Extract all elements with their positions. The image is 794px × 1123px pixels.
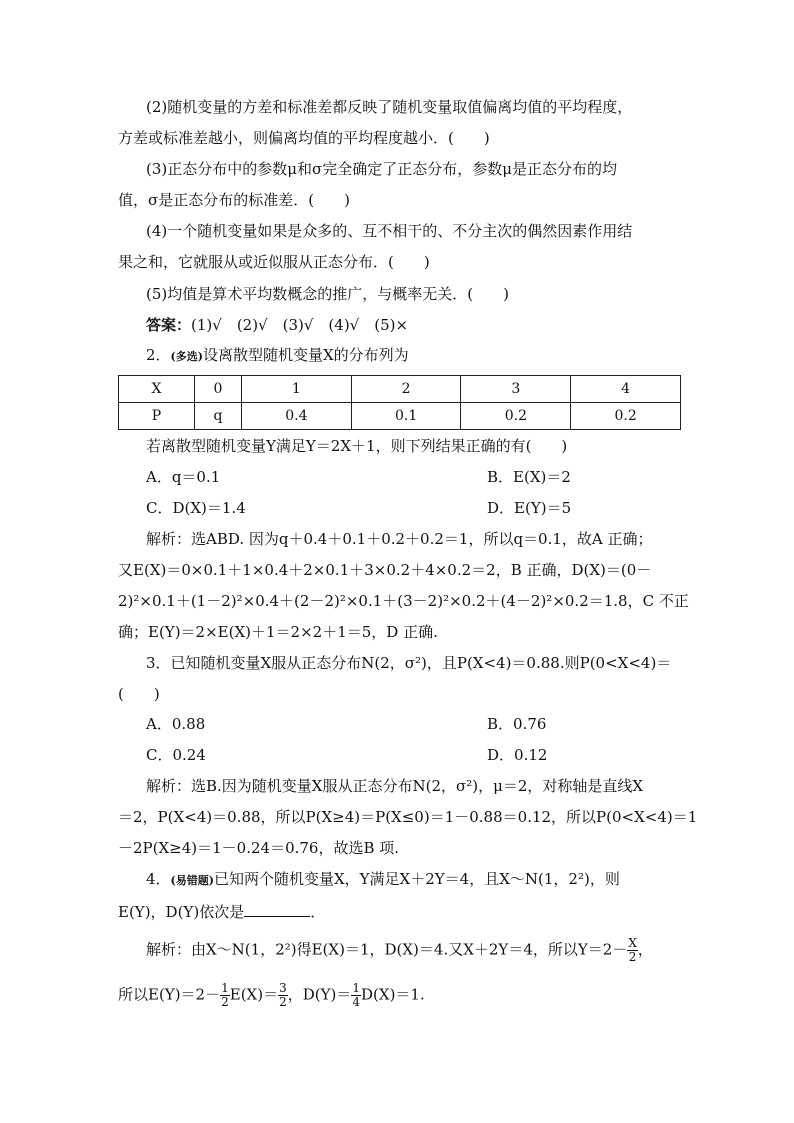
q4-stem-text: 已知两个随机变量X，Y满足X＋2Y＝4，且X～N(1，2²)，则 bbox=[213, 870, 620, 888]
q2-solution-1: 解析：选ABD. 因为q＋0.4＋0.1＋0.2＋0.2＝1，所以q＝0.1，故A 正确； bbox=[146, 530, 653, 548]
q4-solution-2-c: ，D(Y)＝ bbox=[287, 985, 352, 1004]
q3-option-c: C．0.24 bbox=[146, 746, 206, 764]
q3-stem-1: 3．已知随机变量X服从正态分布N(2，σ²)，且P(X<4)＝0.88.则P(0<X<4)＝ bbox=[146, 654, 672, 672]
fraction-x-over-2 bbox=[627, 937, 638, 964]
q3-solution-2: ＝2，P(X<4)＝0.88，所以P(X≥4)＝P(X≤0)＝1－0.88＝0.12，所以P(0<X<4)＝1 bbox=[118, 808, 698, 826]
table-row bbox=[119, 403, 681, 430]
q1-line-4-b: 果之和，它就服从或近似服从正态分布．( ) bbox=[118, 253, 430, 271]
q2-solution-4: 确；E(Y)＝2×E(X)＋1＝2×2＋1＝5，D 正确. bbox=[118, 623, 438, 641]
table-cell: 2 bbox=[351, 376, 461, 403]
fraction-numerator: X bbox=[628, 936, 637, 950]
q3-solution-3: －2P(X≥4)＝1－0.24＝0.76，故选B 项. bbox=[118, 839, 400, 857]
q2-stem bbox=[146, 345, 409, 367]
answer-label: 答案： bbox=[146, 316, 192, 334]
q1-line-2-b: 方差或标准差越小，则偏离均值的平均程度越小．( ) bbox=[118, 129, 490, 147]
q4-tag: (易错题) bbox=[170, 874, 214, 887]
q1-line-2-a: (2)随机变量的方差和标准差都反映了随机变量取值偏离均值的平均程度， bbox=[146, 98, 633, 116]
q4-stem-end: ． bbox=[310, 903, 326, 921]
q4-solution-1-end: ， bbox=[637, 940, 653, 959]
q3-option-d: D．0.12 bbox=[487, 746, 548, 764]
table-cell: 0.4 bbox=[242, 403, 352, 430]
q2-option-a: A．q＝0.1 bbox=[146, 468, 221, 486]
q2-solution-3: 2)²×0.1＋(1－2)²×0.4＋(2－2)²×0.1＋(3－2)²×0.2＋(4－2)²×0.2＝1.8，C 不正 bbox=[118, 592, 689, 610]
fraction-numerator: 1 bbox=[221, 981, 229, 995]
q2-option-b: B．E(X)＝2 bbox=[487, 468, 571, 486]
q2-tag: (多选) bbox=[170, 350, 203, 363]
q1-line-5: (5)均值是算术平均数概念的推广，与概率无关．( ) bbox=[146, 285, 509, 303]
q2-solution-2: 又E(X)＝0×0.1＋1×0.4＋2×0.1＋3×0.2＋4×0.2＝2，B 正确，D(X)＝(0－ bbox=[118, 561, 652, 579]
q1-answer bbox=[146, 315, 408, 335]
q4-solution-2-b: E(X)＝ bbox=[229, 985, 279, 1004]
q3-option-a: A．0.88 bbox=[146, 715, 206, 733]
q2-condition: 若离散型随机变量Y满足Y＝2X＋1，则下列结果正确的有( ) bbox=[146, 437, 568, 455]
fraction-1-over-4 bbox=[351, 982, 361, 1009]
q1-line-3-a: (3)正态分布中的参数μ和σ完全确定了正态分布，参数μ是正态分布的均 bbox=[146, 160, 617, 178]
q4-number: 4． bbox=[146, 870, 171, 888]
table-cell: 3 bbox=[461, 376, 571, 403]
q3-option-b: B．0.76 bbox=[487, 715, 547, 733]
table-cell: 4 bbox=[571, 376, 681, 403]
q4-stem-text-2: E(Y)，D(Y)依次是 bbox=[118, 903, 245, 921]
table-cell: 0.2 bbox=[571, 403, 681, 430]
q3-solution-1: 解析：选B.因为随机变量X服从正态分布N(2，σ²)，μ＝2，对称轴是直线X bbox=[146, 777, 644, 795]
fraction-1-over-2 bbox=[220, 982, 230, 1009]
fraction-denominator: 4 bbox=[352, 995, 361, 1009]
fraction-denominator: 2 bbox=[279, 995, 287, 1009]
table-cell: q bbox=[195, 403, 242, 430]
answer-text: (1)√ (2)√ (3)√ (4)√ (5)× bbox=[191, 316, 409, 334]
table-cell: 1 bbox=[242, 376, 352, 403]
table-cell: X bbox=[119, 376, 195, 403]
fraction-denominator: 2 bbox=[628, 950, 637, 964]
q2-option-d: D．E(Y)＝5 bbox=[487, 499, 572, 517]
fraction-numerator: 1 bbox=[352, 981, 361, 995]
distribution-table bbox=[118, 375, 681, 430]
q1-line-4-a: (4)一个随机变量如果是众多的、互不相干的、不分主次的偶然因素作用结 bbox=[146, 222, 633, 240]
table-cell: 0.2 bbox=[461, 403, 571, 430]
q4-stem-1 bbox=[146, 869, 620, 891]
table-cell: P bbox=[119, 403, 195, 430]
q2-option-c: C．D(X)＝1.4 bbox=[146, 499, 246, 517]
q4-stem-2 bbox=[118, 900, 325, 922]
q4-solution-1-text: 解析：由X～N(1，2²)得E(X)＝1，D(X)＝4.又X＋2Y＝4，所以Y＝2－ bbox=[146, 940, 628, 959]
fraction-numerator: 3 bbox=[279, 981, 287, 995]
q4-solution-2 bbox=[118, 982, 425, 1009]
q4-solution-1 bbox=[146, 937, 653, 964]
q1-line-3-b: 值，σ是正态分布的标准差．( ) bbox=[118, 191, 350, 209]
answer-blank bbox=[244, 900, 310, 917]
q2-stem-text: 设离散型随机变量X的分布列为 bbox=[202, 346, 409, 364]
table-cell: 0 bbox=[195, 376, 242, 403]
table-cell: 0.1 bbox=[351, 403, 461, 430]
table-row bbox=[119, 376, 681, 403]
q2-number: 2． bbox=[146, 346, 171, 364]
q4-solution-2-d: D(X)＝1. bbox=[361, 985, 425, 1004]
fraction-3-over-2 bbox=[278, 982, 288, 1009]
q4-solution-2-a: 所以E(Y)＝2－ bbox=[118, 985, 221, 1004]
fraction-denominator: 2 bbox=[221, 995, 229, 1009]
q3-stem-2: ( ) bbox=[118, 685, 160, 703]
